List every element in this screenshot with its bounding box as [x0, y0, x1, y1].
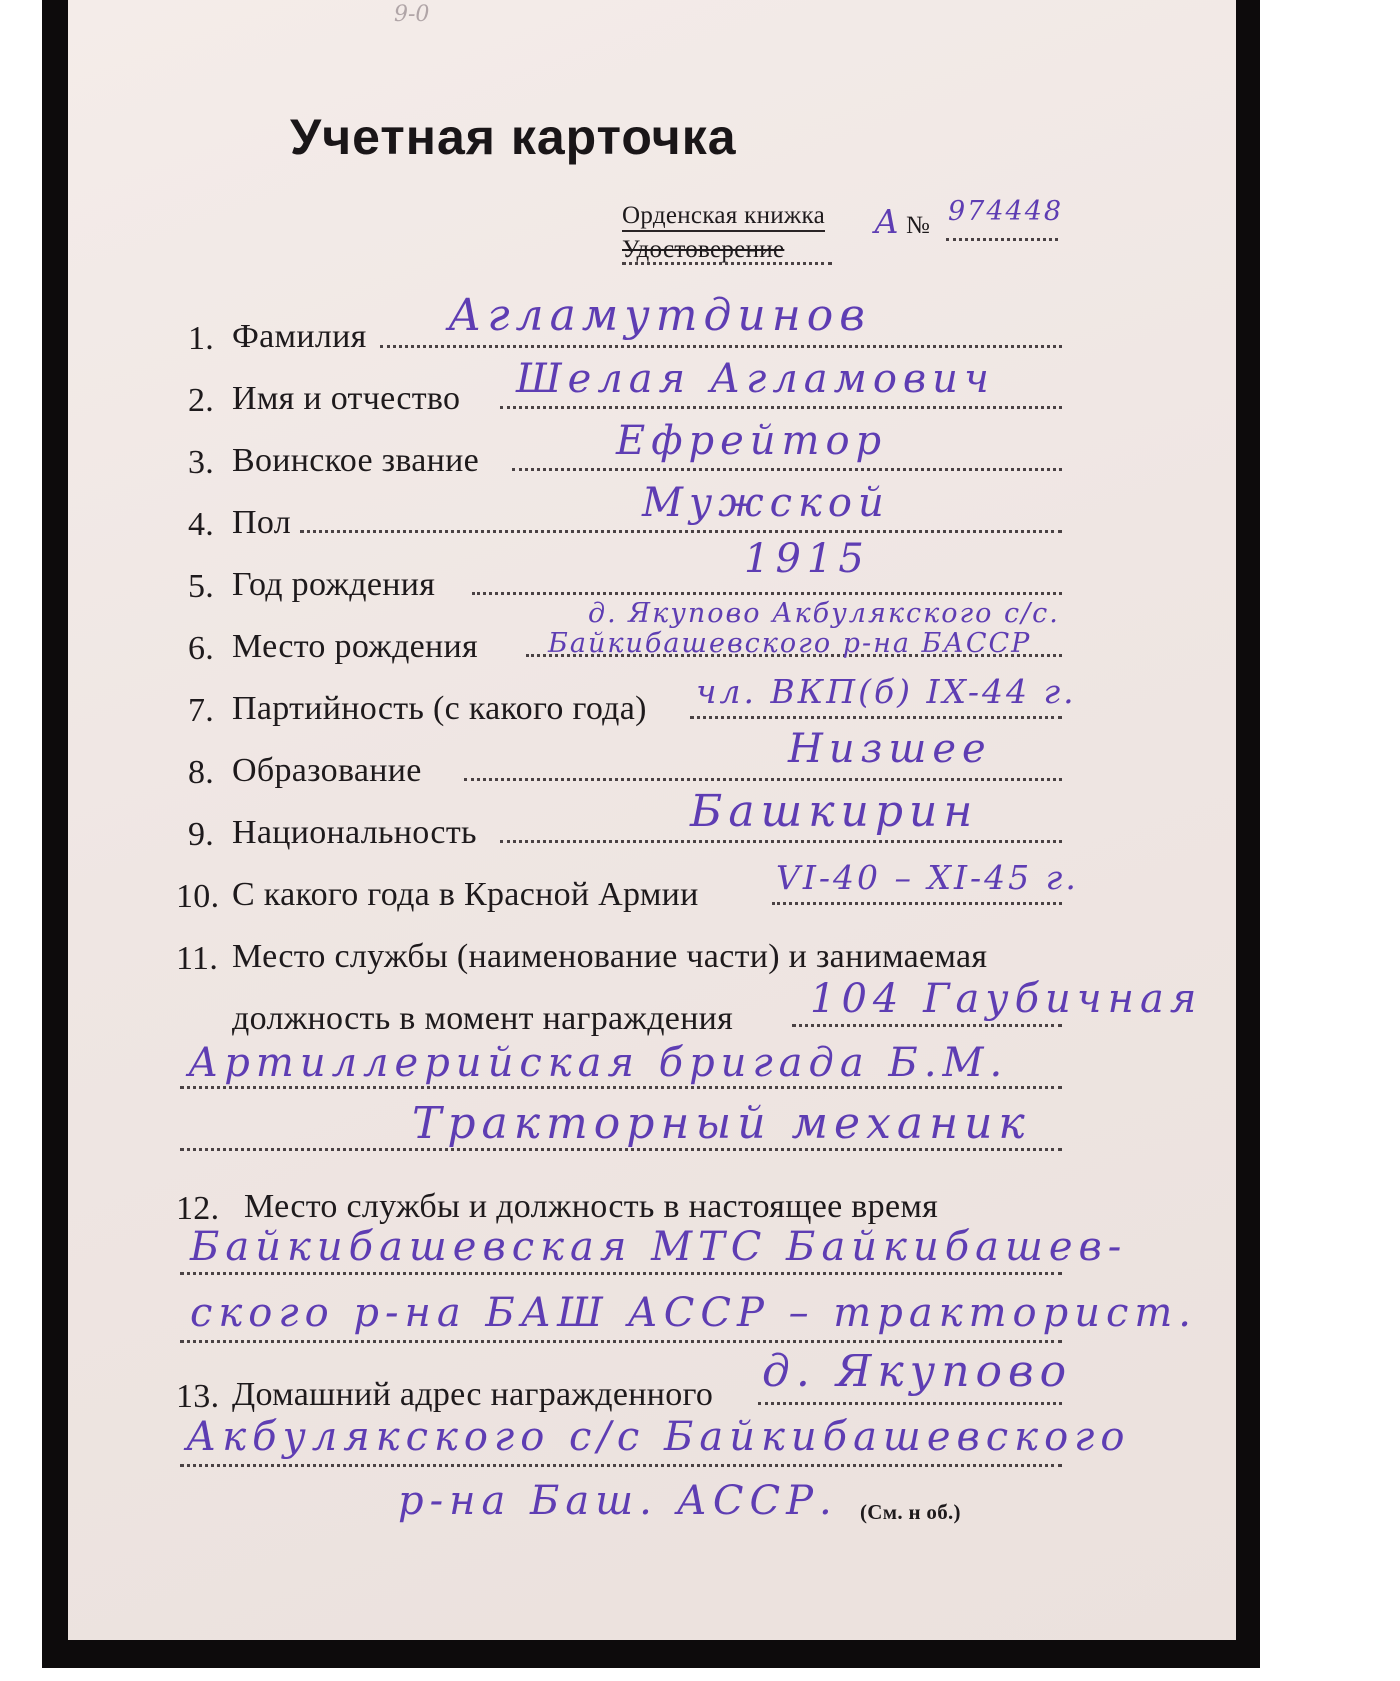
- order-book-label: Орденская книжка: [622, 202, 825, 232]
- field-2-number: 2.: [188, 382, 215, 419]
- field-8-label: Образование: [232, 752, 422, 789]
- field-9-number: 9.: [188, 816, 215, 853]
- field-13-line2: [180, 1464, 1062, 1467]
- field-11-value-line1: 104 Гаубичная: [810, 976, 1203, 1022]
- page-title: Учетная карточка: [290, 109, 737, 165]
- field-1-label: Фамилия: [232, 318, 367, 355]
- field-5-line: [472, 592, 1062, 595]
- field-6-value-line2: Байкибашевского р-на БАССР: [548, 628, 1032, 659]
- corner-pencil-mark: 9-0: [394, 2, 430, 27]
- field-13-line1: [758, 1402, 1062, 1405]
- field-1-line: [380, 345, 1062, 348]
- field-12-line2: [180, 1340, 1062, 1343]
- field-12-label: Место службы и должность в настоящее время: [244, 1188, 939, 1225]
- number-underline: [946, 238, 1058, 241]
- field-13-number: 13.: [176, 1378, 220, 1415]
- order-book-number: 974448: [948, 196, 1064, 227]
- see-reverse-note: (См. н об.): [860, 1500, 961, 1524]
- field-10-line: [772, 902, 1062, 905]
- field-7-value: чл. ВКП(б) IX-44 г.: [696, 672, 1077, 711]
- field-13-value-line1: д. Якупово: [762, 1346, 1073, 1397]
- certificate-label-struck: Удостоверение: [622, 236, 785, 263]
- field-12-number: 12.: [176, 1190, 220, 1227]
- field-8-line: [464, 778, 1062, 781]
- field-10-number: 10.: [176, 878, 220, 915]
- field-4-line: [300, 530, 1062, 533]
- field-10-value: VI-40 – XI-45 г.: [776, 858, 1079, 897]
- field-11-value-line2: Артиллерийская бригада Б.М.: [188, 1040, 1009, 1086]
- field-11-line2: [180, 1086, 1062, 1089]
- field-8-number: 8.: [188, 754, 215, 791]
- certificate-underline: [622, 262, 832, 265]
- field-9-label: Национальность: [232, 814, 477, 851]
- field-6-number: 6.: [188, 630, 215, 667]
- field-8-value: Низшее: [788, 726, 992, 772]
- field-7-label: Партийность (с какого года): [232, 690, 647, 727]
- field-4-label: Пол: [232, 504, 291, 541]
- field-6-value-line1: д. Якупово Акбулякского с/с.: [588, 598, 1060, 629]
- field-3-value: Ефрейтор: [616, 418, 888, 464]
- field-12-value-line2: ского р-на БАШ АССР – тракторист.: [190, 1290, 1198, 1336]
- field-11-label-line2: должность в момент награждения: [232, 1000, 734, 1037]
- field-4-value: Мужской: [642, 480, 890, 526]
- field-2-line: [500, 406, 1062, 409]
- field-5-number: 5.: [188, 568, 215, 605]
- field-7-number: 7.: [188, 692, 215, 729]
- field-13-label: Домашний адрес награжденного: [232, 1376, 714, 1413]
- field-3-line: [512, 468, 1062, 471]
- field-2-label: Имя и отчество: [232, 380, 461, 417]
- field-6-label: Место рождения: [232, 628, 478, 665]
- field-13-value-line2: Акбулякского с/с Байкибашевского: [186, 1414, 1131, 1460]
- field-11-value-line3: Тракторный механик: [412, 1098, 1031, 1149]
- award-record-card: [68, 0, 1236, 1640]
- field-9-value: Башкирин: [690, 786, 979, 837]
- field-12-line1: [180, 1272, 1062, 1275]
- field-10-label: С какого года в Красной Армии: [232, 876, 699, 913]
- field-2-value: Шелая Агламович: [516, 356, 995, 402]
- field-1-number: 1.: [188, 320, 215, 357]
- field-9-line: [500, 840, 1062, 843]
- field-3-label: Воинское звание: [232, 442, 480, 479]
- field-12-value-line1: Байкибашевская МТС Байкибашев-: [190, 1224, 1128, 1270]
- field-11-number: 11.: [176, 940, 219, 977]
- field-5-label: Год рождения: [232, 566, 436, 603]
- field-3-number: 3.: [188, 444, 215, 481]
- field-1-value: Агламутдинов: [448, 290, 871, 341]
- field-13-value-line3: р-на Баш. АССР.: [398, 1478, 838, 1524]
- field-11-line1: [792, 1024, 1062, 1027]
- field-5-value: 1915: [744, 536, 870, 582]
- field-4-number: 4.: [188, 506, 215, 543]
- number-sign: №: [906, 212, 931, 239]
- field-7-line: [690, 716, 1062, 719]
- field-11-label-line1: Место службы (наименование части) и занимаемая: [232, 938, 988, 975]
- series-letter: А: [874, 202, 902, 241]
